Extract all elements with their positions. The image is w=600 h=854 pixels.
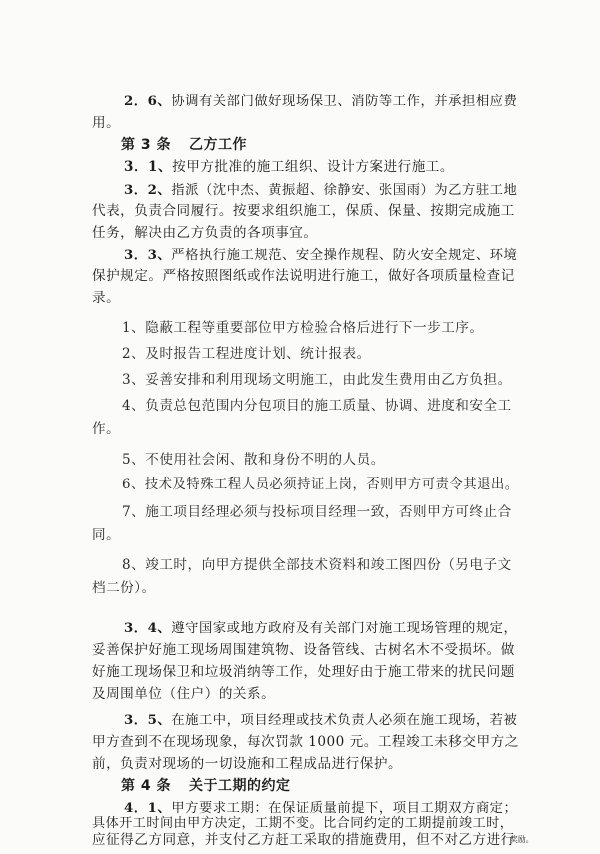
clause-3-5-line-1 — [124, 710, 517, 731]
list-item-4-line-2: 作。 — [92, 421, 121, 437]
clause-3-3-line-1 — [124, 245, 517, 266]
clause-3-4-line-4: 及周围单位（住户）的关系。 — [92, 686, 276, 702]
list-item-2: 2、及时报告工程进度计划、统计报表。 — [122, 346, 371, 362]
list-item-3: 3、妥善安排和利用现场文明施工，由此发生费用由乙方负担。 — [122, 372, 512, 388]
clause-3-2-line-3: 任务，解决由乙方负责的各项事宜。 — [92, 225, 318, 241]
clause-3-4-line-1 — [124, 618, 517, 639]
clause-3-1 — [124, 157, 454, 177]
list-item-6: 6、技术及特殊工程人员必须持证上岗，否则甲方可责令其退出。 — [122, 477, 519, 492]
clause-3-1-text: 按甲方批准的施工组织、设计方案进行施工。 — [172, 159, 454, 175]
clause-3-4-number: 3．4、 — [124, 620, 172, 636]
clause-2-6-number: 2．6、 — [124, 93, 172, 109]
section-4-number: 第 4 条 — [121, 778, 171, 794]
clause-3-5-number: 3．5、 — [124, 712, 172, 728]
clause-3-4-line-2: 妥善保护好施工现场周围建筑物、设备管线、古树名木不受损坏。做 — [92, 642, 515, 658]
clause-2-6-line-2: 用。 — [92, 115, 121, 131]
clause-3-5-line-2: 甲方查到不在现场现象，每次罚款 1000 元。工程竣工未移交甲方之 — [92, 734, 519, 750]
clause-3-4-line-3: 好施工现场保卫和垃圾消纳等工作，处理好由于施工带来的扰民问题 — [92, 664, 515, 680]
clause-3-3-line-2: 保护规定。严格按照图纸或作法说明进行施工，做好各项质量检查记 — [92, 268, 515, 284]
clause-3-1-number: 3．1、 — [124, 159, 173, 175]
clause-4-1-line-2: 具体开工时间由甲方决定，工期不变。比合同约定的工期提前竣工时， — [92, 816, 514, 831]
clause-3-2-number: 3．2、 — [124, 182, 172, 198]
list-item-7-line-2: 同。 — [92, 527, 121, 543]
clause-3-5-line-3: 前，负责对现场的一切设施和工程成品进行保护。 — [92, 756, 403, 772]
clause-4-1-text: 甲方要求工期：在保证质量前提下，项目工期双方商定； — [171, 801, 518, 816]
section-3-number: 第 3 条 — [121, 137, 171, 153]
section-4-heading — [121, 776, 291, 796]
clause-3-2-line-1 — [124, 180, 517, 201]
list-item-4-line-1: 4、负责总包范围内分包项目的施工质量、协调、进度和安全工 — [122, 398, 512, 414]
list-item-7-line-1: 7、施工项目经理必须与投标项目经理一致，否则甲方可终止合 — [122, 504, 512, 520]
clause-2-6-line-1 — [124, 91, 517, 112]
clause-3-3-line-3: 录。 — [92, 290, 121, 306]
clause-3-4-text: 遵守国家或地方政府及有关部门对施工现场管理的规定， — [171, 621, 518, 636]
clause-3-3-text: 严格执行施工规范、安全操作规程、防火安全规定、环境 — [171, 248, 518, 263]
section-3-heading — [121, 135, 247, 155]
list-item-5: 5、不使用社会闲、散和身份不明的人员。 — [122, 452, 385, 468]
clause-4-1-line-4: 奖励。 — [510, 835, 534, 844]
list-item-8-line-2: 档二份）。 — [92, 580, 156, 596]
list-item-1: 1、隐蔽工程等重要部位甲方检验合格后进行下一步工序。 — [122, 320, 484, 336]
section-3-title: 乙方工作 — [189, 137, 247, 153]
clause-4-1-number: 4．1、 — [124, 800, 172, 816]
clause-3-5-text: 在施工中，项目经理或技术负责人必须在施工现场，若被 — [171, 713, 518, 728]
clause-3-2-text: 指派（沈中杰、黄振超、徐静安、张国雨）为乙方驻工地 — [171, 183, 518, 198]
clause-4-1-line-3: 应征得乙方同意，并支付乙方赶工采取的措施费用，但不对乙方进行 — [92, 832, 515, 848]
clause-3-2-line-2: 代表，负责合同履行。按要求组织施工，保质、保量、按期完成施工 — [92, 203, 515, 219]
list-item-8-line-1: 8、竣工时，向甲方提供全部技术资料和竣工图四份（另电子文 — [122, 557, 512, 573]
clause-2-6-text: 协调有关部门做好现场保卫、消防等工作，并承担相应费 — [171, 94, 518, 109]
clause-3-3-number: 3．3、 — [124, 247, 172, 263]
section-4-title: 关于工期的约定 — [189, 778, 291, 794]
